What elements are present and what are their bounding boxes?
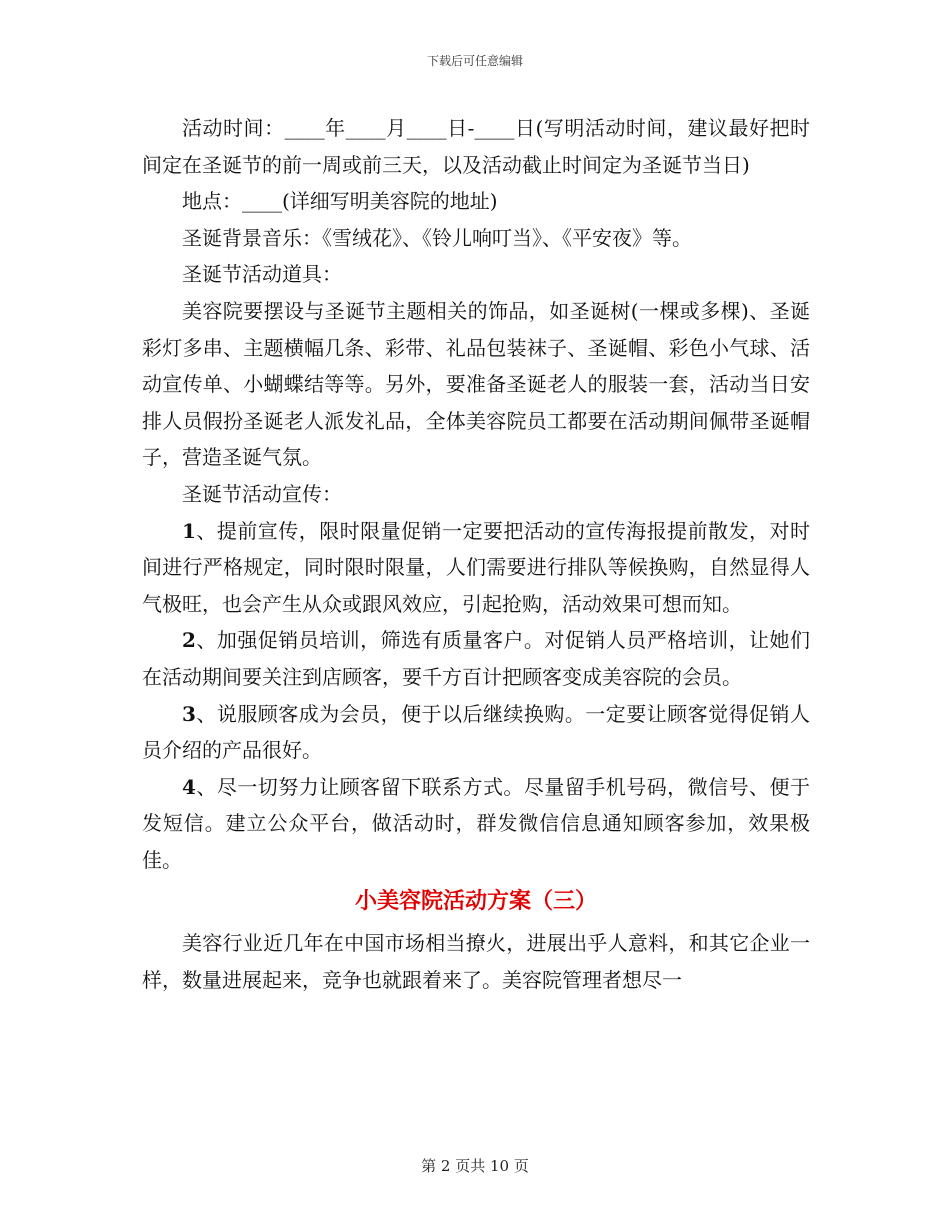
document-body (142, 110, 810, 998)
item-number: 1 (182, 518, 196, 543)
list-item (142, 513, 810, 623)
paragraph-props: 美容院要摆设与圣诞节主题相关的饰品，如圣诞树(一棵或多棵)、圣诞彩灯多串、主题横幅几条、彩带、礼品包装袜子、圣诞帽、彩色小气球、活动宣传单、小蝴蝶结等等。另外，要准备圣诞老人的服装一套，活动当日安排人员假扮圣诞老人派发礼品，全体美容院员工都要在活动期间佩带圣诞帽子，营造圣诞气氛。 (142, 298, 810, 470)
paragraph-intro: 美容行业近几年在中国市场相当撩火，进展出乎人意料，和其它企业一样，数量进展起来，竞争也就跟着来了。美容院管理者想尽一 (142, 931, 810, 992)
page-footer: 第 2 页共 10 页 (421, 1157, 529, 1175)
item-number: 2 (182, 628, 196, 653)
paragraph-music: 圣诞背景音乐：《雪绒花》、《铃儿响叮当》、《平安夜》等。 (182, 225, 692, 250)
paragraph-activity-time: 活动时间：____年____月____日-____日(写明活动时间，建议最好把时间定在圣诞节的前一周或前三天，以及活动截止时间定为圣诞节当日) (142, 116, 810, 177)
item-text: 、说服顾客成为会员，便于以后继续换购。一定要让顾客觉得促销人员介绍的产品很好。 (142, 701, 810, 763)
section-title: 小美容院活动方案（三） (354, 889, 597, 915)
paragraph-promo-heading: 圣诞节活动宣传： (182, 481, 342, 506)
page-header: 下载后可任意编辑 (426, 54, 523, 68)
item-text: 、加强促销员培训，筛选有质量客户。对促销人员严格培训，让她们在活动期间要关注到店顾客，要千方百计把顾客变成美容院的会员。 (142, 628, 810, 689)
item-text: 、提前宣传，限时限量促销一定要把活动的宣传海报提前散发，对时间进行严格规定，同时限时限量，人们需要进行排队等候换购，自然显得人气极旺，也会产生从众或跟风效应，引起抢购，活动效果可想而知。 (142, 518, 810, 616)
item-number: 3 (182, 701, 196, 726)
item-number: 4 (182, 774, 196, 799)
paragraph-props-heading: 圣诞节活动道具： (182, 262, 342, 287)
list-item (142, 769, 810, 879)
paragraph-location: 地点：____(详细写明美容院的地址) (182, 189, 498, 214)
list-item (142, 622, 810, 695)
item-text: 、尽一切努力让顾客留下联系方式。尽量留手机号码，微信号、便于发短信。建立公众平台，做活动时，群发微信信息通知顾客参加，效果极佳。 (142, 774, 810, 872)
list-item (142, 696, 810, 769)
